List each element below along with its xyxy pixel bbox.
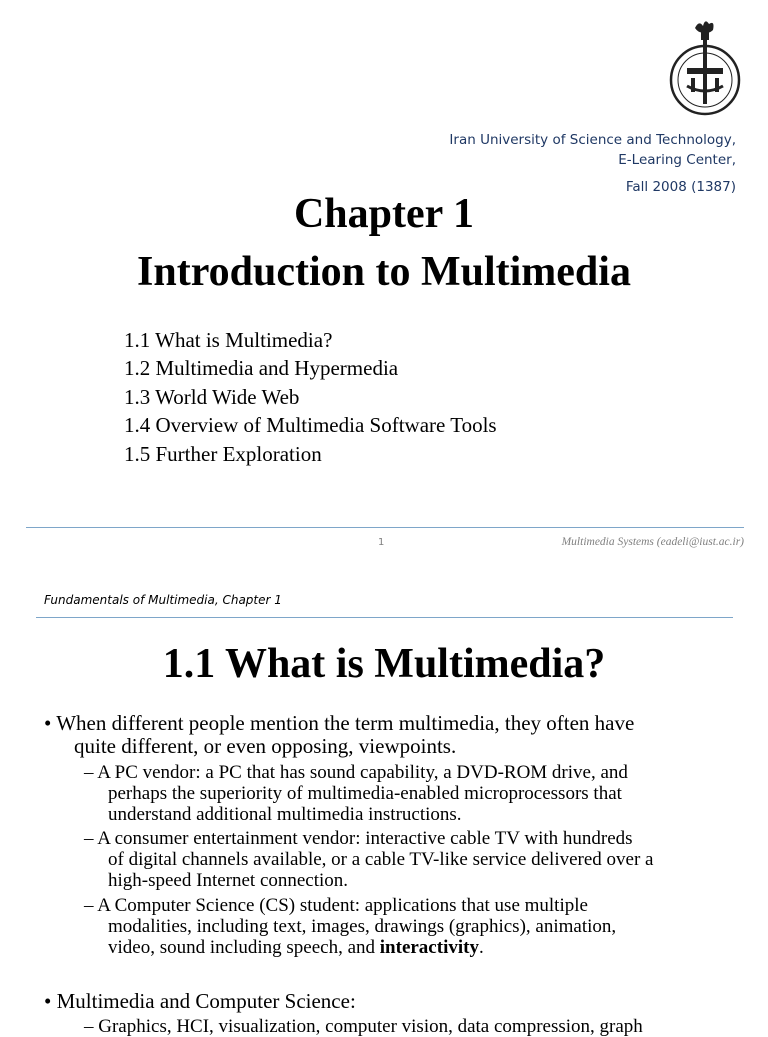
sub-bullet-text: – A consumer entertainment vendor: interactive cable TV with hundreds: [84, 828, 633, 849]
sub-bullet-text: video, sound including speech, and: [108, 937, 380, 958]
slide-header: Fundamentals of Multimedia, Chapter 1: [44, 593, 282, 607]
sub-bullet-text: understand additional multimedia instructions.: [108, 804, 462, 825]
table-of-contents: [124, 326, 497, 468]
sub-bullet-text: – A Computer Science (CS) student: applications that use multiple: [84, 895, 588, 916]
institution-name: Iran University of Science and Technology,: [449, 132, 736, 148]
sub-bullet-text: modalities, including text, images, drawings (graphics), animation,: [108, 916, 617, 937]
footer-credit: Multimedia Systems (eadeli@iust.ac.ir): [561, 536, 744, 548]
bullet-text: quite different, or even opposing, viewpoints.: [74, 734, 457, 758]
bullet-text: • When different people mention the term multimedia, they often have: [44, 711, 635, 735]
sub-bullet-text: perhaps the superiority of multimedia-enabled microprocessors that: [108, 783, 622, 804]
chapter-title: Chapter 1: [293, 191, 475, 237]
sub-bullet-text: .: [478, 937, 484, 958]
sub-bullet-text: – Graphics, HCI, visualization, computer vision, data compression, graph: [84, 1016, 643, 1037]
slide-title: 1.1 What is Multimedia?: [162, 641, 606, 687]
toc-item: 1.1 What is Multimedia?: [124, 328, 333, 352]
toc-item: 1.2 Multimedia and Hypermedia: [124, 356, 399, 381]
emphasis-text: interactivity: [379, 937, 479, 958]
page-number: 1: [378, 537, 385, 548]
institution-term: Fall 2008 (1387): [625, 179, 736, 195]
university-logo-icon: [665, 18, 745, 118]
slide-footer-divider: [26, 527, 744, 528]
toc-item: 1.4 Overview of Multimedia Software Tools: [124, 413, 497, 438]
sub-bullet-line: [108, 937, 484, 958]
toc-item: 1.3 World Wide Web: [124, 384, 300, 409]
toc-item: 1.5 Further Exploration: [124, 441, 322, 466]
sub-bullet-text: – A PC vendor: a PC that has sound capability, a DVD-ROM drive, and: [84, 762, 628, 783]
chapter-subtitle: Introduction to Multimedia: [137, 249, 631, 295]
sub-bullet-text: of digital channels available, or a cable TV-like service delivered over a: [108, 849, 654, 870]
sub-bullet-text: high-speed Internet connection.: [108, 870, 349, 891]
slide-header-divider: [36, 617, 733, 618]
bullet-text: • Multimedia and Computer Science:: [44, 989, 356, 1013]
institution-center: E-Learing Center,: [618, 152, 736, 168]
